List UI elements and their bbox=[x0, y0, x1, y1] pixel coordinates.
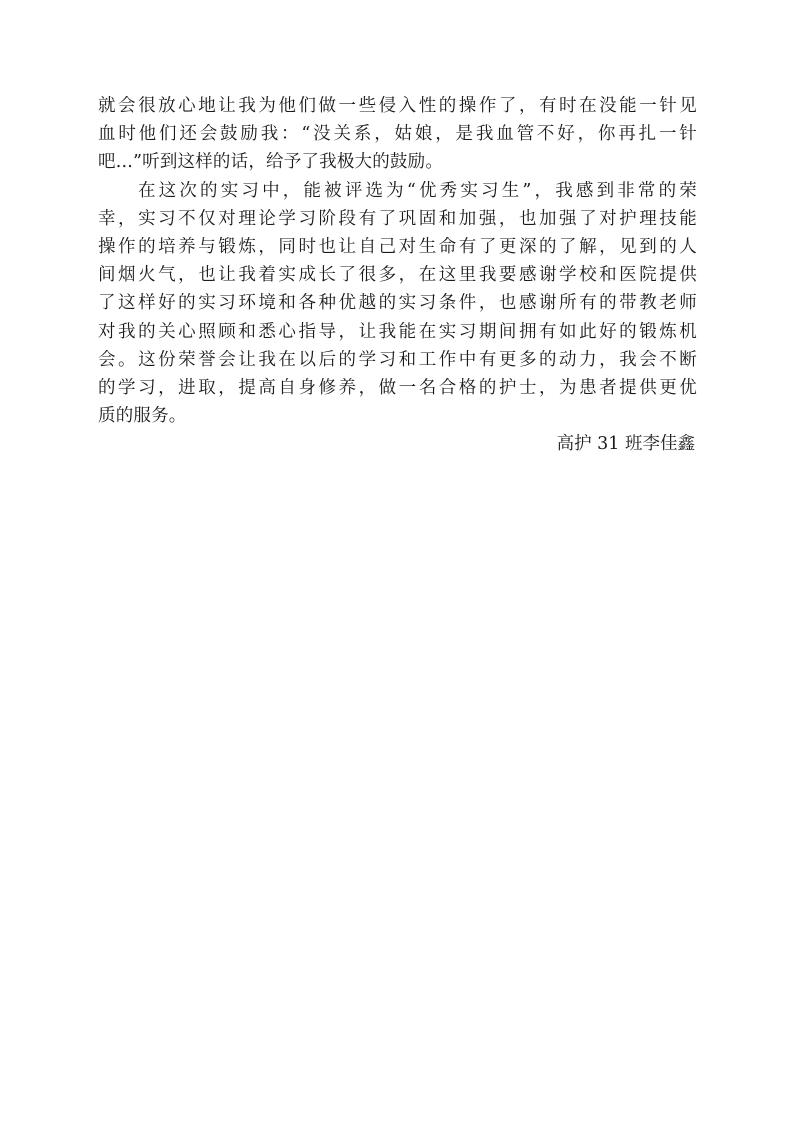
text-line: 就会很放心地让我为他们做一些侵入性的操作了，有时在没能一针见 bbox=[98, 96, 697, 116]
text-line: 血时他们还会鼓励我：“没关系，姑娘，是我血管不好，你再扎一针 bbox=[98, 124, 697, 145]
text-line: 的学习，进取，提高自身修养，做一名合格的护士，为患者提供更优 bbox=[98, 377, 697, 398]
text-line: 间烟火气，也让我着实成长了很多，在这里我要感谢学校和医院提供 bbox=[98, 265, 697, 286]
text-line: 在这次的实习中，能被评选为“优秀实习生”，我感到非常的荣 bbox=[138, 180, 697, 201]
text-line: 了这样好的实习环境和各种优越的实习条件，也感谢所有的带教老师 bbox=[98, 293, 697, 314]
text-line: 会。这份荣誉会让我在以后的学习和工作中有更多的动力，我会不断 bbox=[98, 349, 697, 370]
signature: 高护 31 班李佳鑫 bbox=[556, 434, 695, 455]
text-line: 吧...”听到这样的话，给予了我极大的鼓励。 bbox=[98, 152, 444, 173]
paragraph-2 bbox=[98, 177, 697, 431]
text-line: 操作的培养与锻炼，同时也让自己对生命有了更深的了解，见到的人 bbox=[98, 236, 697, 257]
text-line: 幸，实习不仅对理论学习阶段有了巩固和加强，也加强了对护理技能 bbox=[98, 208, 697, 229]
document-body bbox=[98, 92, 697, 458]
text-line: 质的服务。 bbox=[98, 406, 187, 427]
text-line: 对我的关心照顾和悉心指导，让我能在实习期间拥有如此好的锻炼机 bbox=[98, 321, 697, 342]
paragraph-1 bbox=[98, 92, 697, 177]
